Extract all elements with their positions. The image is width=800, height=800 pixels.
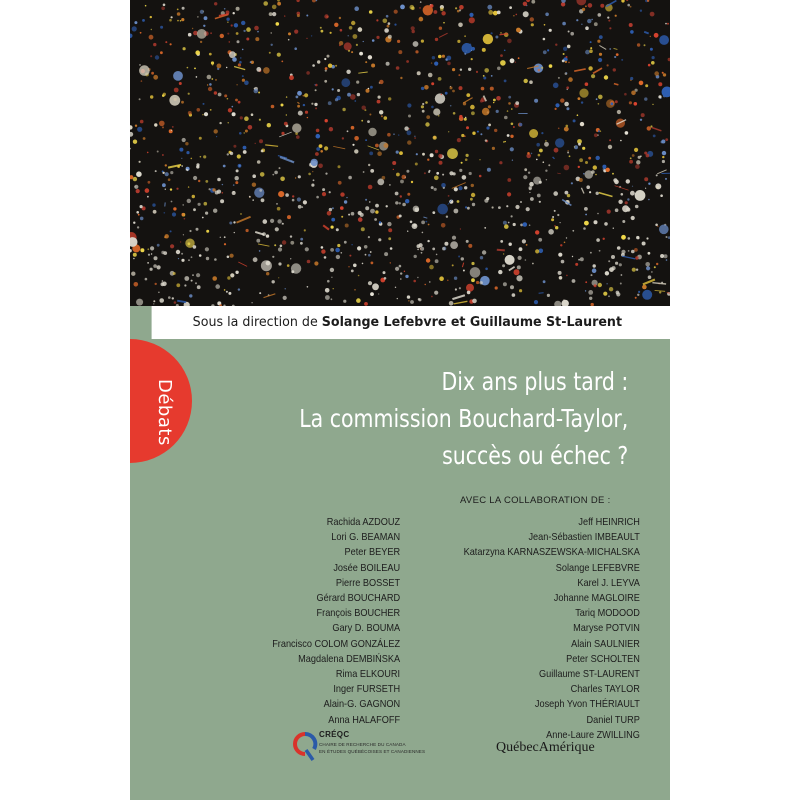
publisher-logo: QuébecAmérique [496,740,595,755]
title-line-1: Dix ans plus tard : [441,367,628,396]
right-contributor: Jean-Sébastien IMBEAULT [528,532,640,544]
title-line-2: La commission Bouchard-Taylor, [298,404,628,433]
left-contributor: Rachida AZDOUZ [326,517,400,528]
left-contributor: Inger FURSETH [333,684,400,696]
right-contributor: Alain SAULNIER [571,638,640,650]
left-contributor: Gérard BOUCHARD [316,593,400,605]
cover-artwork [130,0,670,306]
crequ-q-icon [292,730,318,764]
crequ-line-1: CHAIRE DE RECHERCHE DU CANADA [319,742,406,747]
left-contributor: Lori G. BEAMAN [331,532,400,544]
direction-prefix: Sous la direction de [192,315,322,330]
collection-label: Débats [154,379,175,446]
crequ-line-2: EN ÉTUDES QUÉBÉCOISES ET CANADIENNES [319,749,426,754]
title-line-3: succès ou échec ? [441,441,628,470]
right-contributor: Joseph Yvon THÉRIAULT [535,699,640,711]
right-contributor: Daniel TURP [586,714,640,726]
crequ-name: CRÉQC [319,730,350,739]
editors-names: Solange Lefebvre et Guillaume St-Laurent [321,315,622,330]
left-contributor: Gary D. BOUMA [332,623,400,635]
right-contributor: Katarzyna KARNASZEWSKA-MICHALSKA [463,547,640,559]
left-contributor: François BOUCHER [316,608,400,620]
left-contributor: Pierre BOSSET [335,577,400,589]
collaboration-label: AVEC LA COLLABORATION DE : [460,495,611,506]
right-contributor: Anne-Laure ZWILLING [546,729,640,741]
contributors-left-column [272,515,400,728]
left-contributor: Alain-G. GAGNON [323,699,400,711]
left-contributor: Rima ELKOURI [335,669,400,681]
left-contributor: Peter BEYER [344,547,400,559]
right-contributor: Solange LEFEBVRE [555,562,640,574]
right-contributor: Jeff HEINRICH [578,517,640,528]
contributors-right-column [464,515,640,743]
crequ-logo [292,730,452,764]
right-contributor: Karel J. LEYVA [577,577,640,589]
right-contributor: Peter SCHOLTEN [566,653,640,665]
left-contributor: Anna HALAFOFF [328,714,400,726]
book-cover [130,0,670,800]
right-contributor: Charles TAYLOR [570,684,640,696]
left-contributor: Josée BOILEAU [333,562,400,574]
left-contributor: Francisco COLOM GONZÁLEZ [272,638,400,650]
right-contributor: Johanne MAGLOIRE [553,593,640,605]
right-contributor: Tariq MODOOD [575,608,640,620]
left-contributor: Magdalena DEMBIŃSKA [298,653,400,665]
book-title [299,363,628,474]
right-contributor: Maryse POTVIN [573,623,640,635]
right-contributor: Guillaume ST-LAURENT [539,669,640,681]
editors-line [152,306,670,339]
paint-splatter-image [130,0,670,306]
